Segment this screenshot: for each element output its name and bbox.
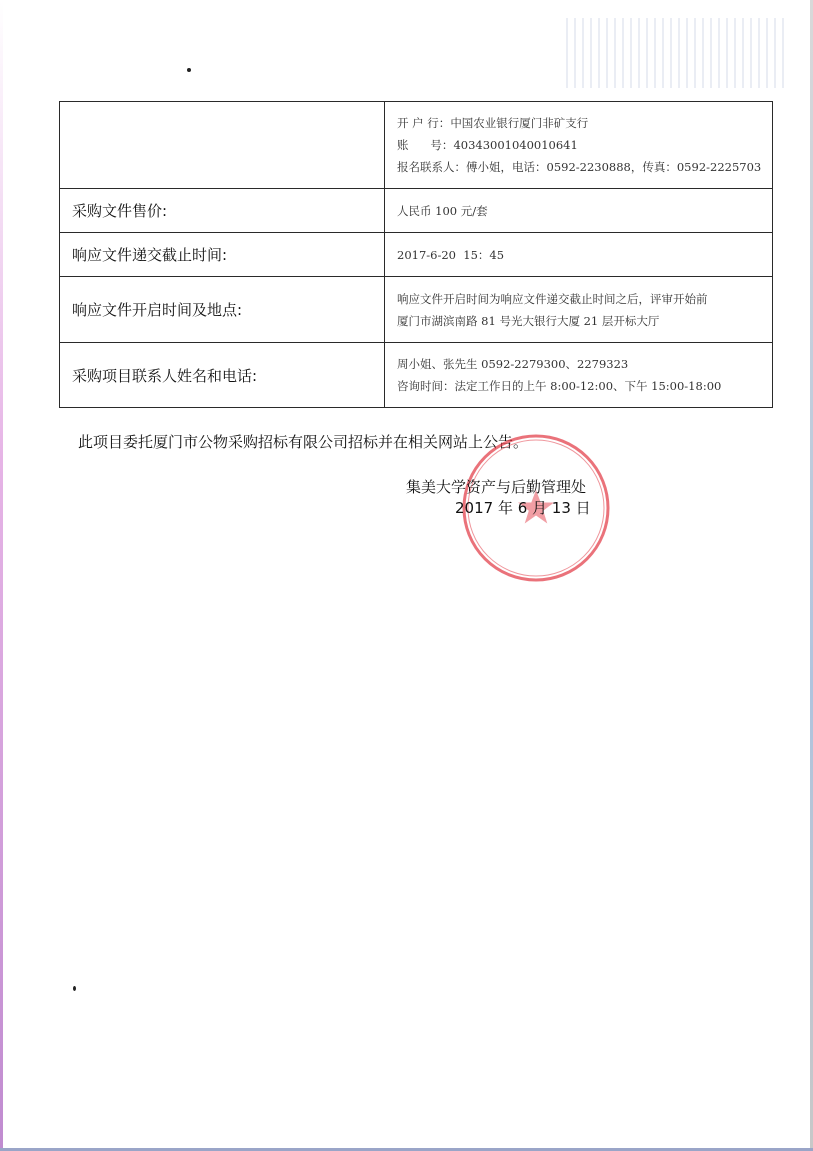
table-row-opening <box>60 277 773 343</box>
signing-date: 2017 年 6 月 13 日 <box>455 499 591 517</box>
scan-smudge <box>560 18 785 88</box>
row-value-contact: 周小姐、张先生 0592-2279300、2279323 咨询时间：法定工作日的上午 8:00-12:00、下午 15:00-18:00 <box>385 343 773 408</box>
row-value-price: 人民币 100 元/套 <box>385 189 773 233</box>
row-value-deadline: 2017-6-20 15：45 <box>385 233 773 277</box>
table-row-contact <box>60 343 773 408</box>
signing-organization: 集美大学资产与后勤管理处 <box>406 478 587 496</box>
account-line: 账 号：40343001040010641 <box>397 138 578 152</box>
table-row-bank <box>60 102 773 189</box>
contact-line: 报名联系人：傅小姐，电话：0592-2230888，传真：0592-2225703 <box>397 160 762 174</box>
table-row-deadline <box>60 233 773 277</box>
scan-edge-left <box>0 0 3 1151</box>
row-label-deadline: 响应文件递交截止时间: <box>60 233 385 277</box>
table-row-price <box>60 189 773 233</box>
scan-speck <box>187 68 191 72</box>
bank-info-cell <box>385 102 773 189</box>
announcement-note: 此项目委托厦门市公物采购招标有限公司招标并在相关网站上公告。 <box>78 433 529 451</box>
bank-line: 开 户 行：中国农业银行厦门非矿支行 <box>397 116 589 130</box>
row-value-opening: 响应文件开启时间为响应文件递交截止时间之后，评审开始前 厦门市湖滨南路 81 号光大银行大厦 21 层开标大厅 <box>385 277 773 343</box>
row-label-price: 采购文件售价: <box>60 189 385 233</box>
row-label-contact: 采购项目联系人姓名和电话: <box>60 343 385 408</box>
table-cell-empty <box>60 102 385 189</box>
scan-speck <box>73 986 76 991</box>
procurement-info-table <box>59 101 773 408</box>
row-label-opening: 响应文件开启时间及地点: <box>60 277 385 343</box>
